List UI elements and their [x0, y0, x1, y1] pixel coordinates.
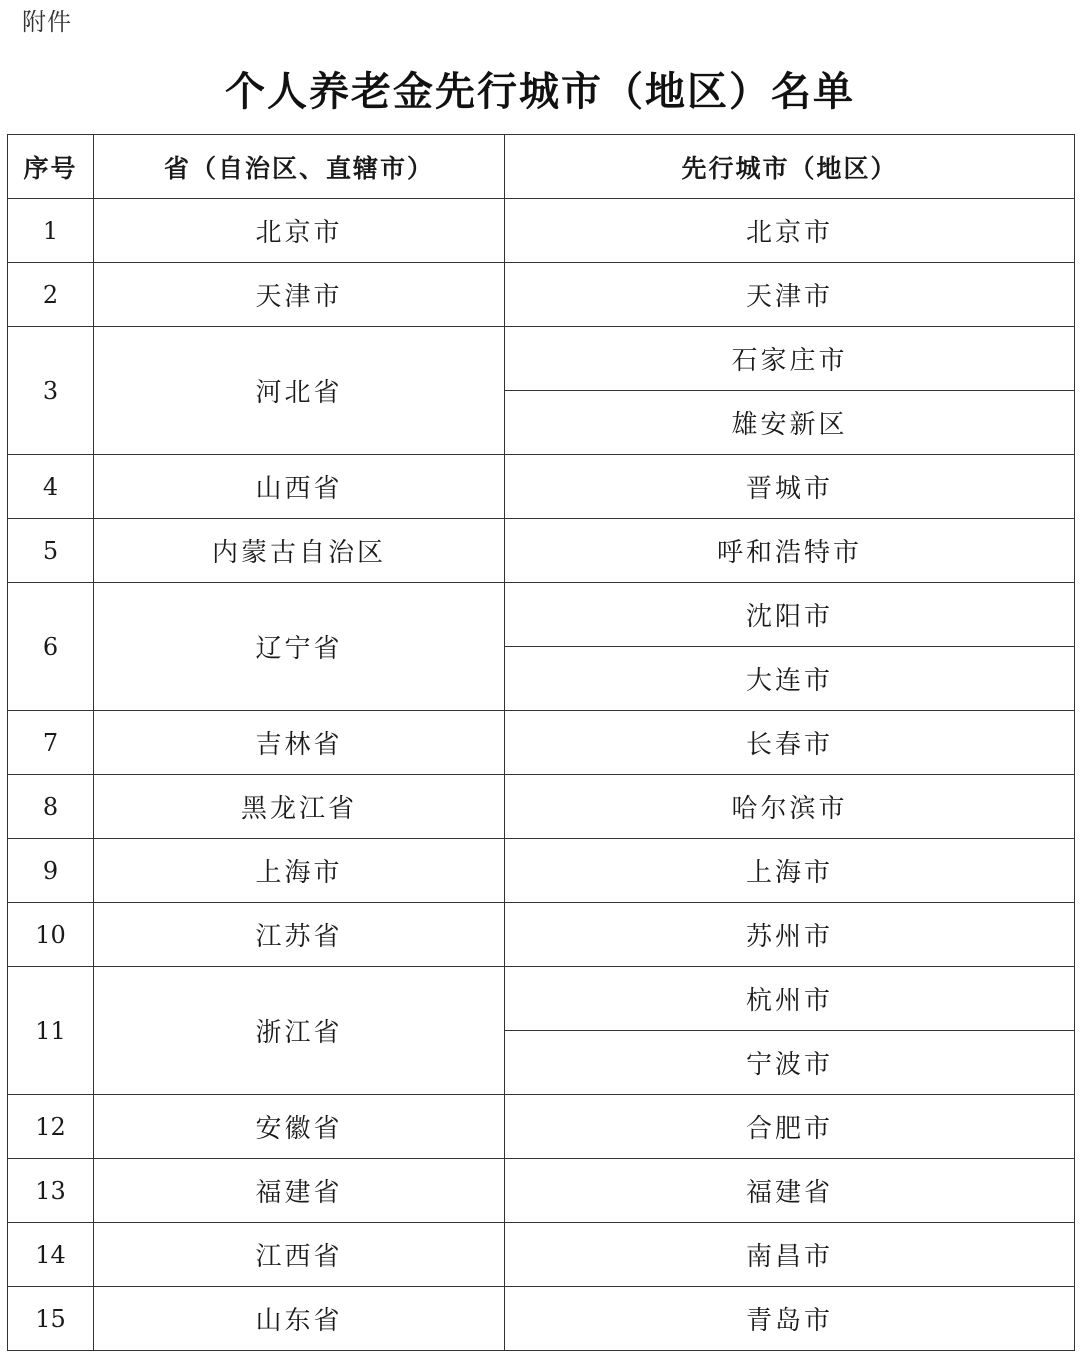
row-seq: 1: [8, 199, 94, 263]
table-header-row: [8, 135, 1075, 199]
row-province: 黑龙江省: [94, 775, 505, 839]
row-seq: 3: [8, 327, 94, 455]
row-city: 哈尔滨市: [505, 775, 1075, 839]
row-province: 吉林省: [94, 711, 505, 775]
row-seq: 7: [8, 711, 94, 775]
row-city: 北京市: [505, 199, 1075, 263]
row-province: 江苏省: [94, 903, 505, 967]
row-province: 山西省: [94, 455, 505, 519]
row-seq: 4: [8, 455, 94, 519]
row-seq: 2: [8, 263, 94, 327]
row-city: 天津市: [505, 263, 1075, 327]
row-province: 福建省: [94, 1159, 505, 1223]
row-city: 呼和浩特市: [505, 519, 1075, 583]
table-row: [8, 1223, 1075, 1287]
table-row: [8, 1287, 1075, 1351]
row-province: 安徽省: [94, 1095, 505, 1159]
row-city: 上海市: [505, 839, 1075, 903]
row-seq: 14: [8, 1223, 94, 1287]
row-seq: 8: [8, 775, 94, 839]
row-province: 北京市: [94, 199, 505, 263]
row-city: 大连市: [505, 647, 1075, 711]
row-city: 青岛市: [505, 1287, 1075, 1351]
row-seq: 5: [8, 519, 94, 583]
table-row: [8, 263, 1075, 327]
row-province: 辽宁省: [94, 583, 505, 711]
table-row: [8, 199, 1075, 263]
table-row: [8, 711, 1075, 775]
row-city: 杭州市: [505, 967, 1075, 1031]
row-city: 长春市: [505, 711, 1075, 775]
row-seq: 13: [8, 1159, 94, 1223]
row-seq: 6: [8, 583, 94, 711]
row-province: 河北省: [94, 327, 505, 455]
table-body: [8, 199, 1075, 1351]
row-seq: 9: [8, 839, 94, 903]
table-row: [8, 775, 1075, 839]
table-row: [8, 327, 1075, 391]
row-city: 石家庄市: [505, 327, 1075, 391]
table-row: [8, 583, 1075, 647]
row-city: 福建省: [505, 1159, 1075, 1223]
row-province: 浙江省: [94, 967, 505, 1095]
row-seq: 10: [8, 903, 94, 967]
table-row: [8, 519, 1075, 583]
table-row: [8, 839, 1075, 903]
row-seq: 15: [8, 1287, 94, 1351]
row-province: 内蒙古自治区: [94, 519, 505, 583]
row-city: 宁波市: [505, 1031, 1075, 1095]
row-province: 山东省: [94, 1287, 505, 1351]
column-header-seq: 序号: [8, 135, 94, 199]
row-province: 天津市: [94, 263, 505, 327]
row-province: 上海市: [94, 839, 505, 903]
row-city: 雄安新区: [505, 391, 1075, 455]
table-row: [8, 1159, 1075, 1223]
row-seq: 12: [8, 1095, 94, 1159]
page-title: 个人养老金先行城市（地区）名单: [225, 69, 855, 115]
row-city: 南昌市: [505, 1223, 1075, 1287]
row-city: 晋城市: [505, 455, 1075, 519]
column-header-province: 省（自治区、直辖市）: [94, 135, 505, 199]
column-header-city: 先行城市（地区）: [505, 135, 1075, 199]
row-city: 苏州市: [505, 903, 1075, 967]
row-province: 江西省: [94, 1223, 505, 1287]
attachment-label: 附件: [22, 8, 72, 36]
pilot-cities-table: [7, 134, 1075, 1351]
table-row: [8, 967, 1075, 1031]
table-row: [8, 455, 1075, 519]
table-row: [8, 903, 1075, 967]
row-city: 合肥市: [505, 1095, 1075, 1159]
row-seq: 11: [8, 967, 94, 1095]
row-city: 沈阳市: [505, 583, 1075, 647]
table-row: [8, 1095, 1075, 1159]
